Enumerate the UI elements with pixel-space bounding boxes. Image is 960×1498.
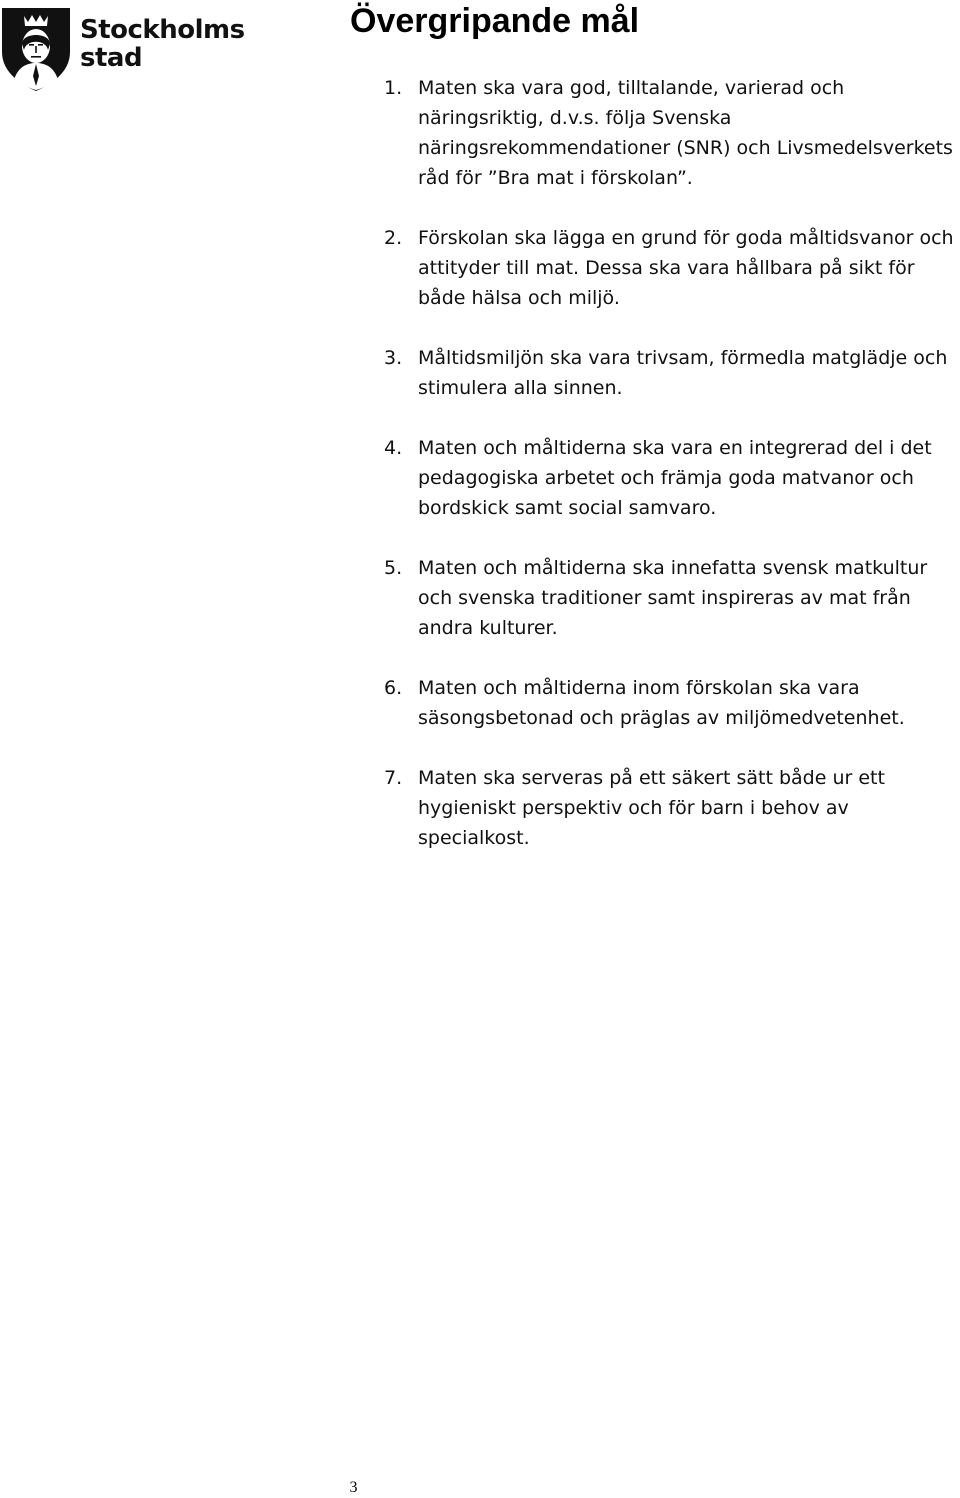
logo-wordmark [80,16,245,72]
page-title: Övergripande mål [350,2,640,40]
stockholms-stad-logo [0,6,250,94]
logo-line-2: stad [80,43,143,73]
goal-item-1 [384,73,958,193]
goal-text: Maten ska vara god, tilltalande, varierad och näringsriktig, d.v.s. följa Svenska näringsrekommendationer (SNR) och Livsmedelsverkets råd för ”Bra mat i förskolan”. [418,77,953,189]
goal-number: 3. [384,347,403,369]
goal-number: 5. [384,557,403,579]
goal-item-6 [384,673,958,733]
goal-text: Förskolan ska lägga en grund för goda måltidsvanor och attityder till mat. Dessa ska vara hållbara på sikt för både hälsa och miljö. [418,227,954,309]
goal-text: Maten och måltiderna ska vara en integrerad del i det pedagogiska arbetet och främja goda matvanor och bordskick samt social samvaro. [418,437,932,519]
goal-text: Maten och måltiderna inom förskolan ska vara säsongsbetonad och präglas av miljömedvetenhet. [418,677,905,729]
goal-text: Maten och måltiderna ska innefatta svensk matkultur och svenska traditioner samt inspireras av mat från andra kulturer. [418,557,928,639]
goal-item-7 [384,763,958,853]
goal-number: 6. [384,677,403,699]
goal-number: 4. [384,437,403,459]
goal-item-2 [384,223,958,313]
goal-text: Maten ska serveras på ett säkert sätt både ur ett hygieniskt perspektiv och för barn i behov av specialkost. [418,767,885,849]
city-shield-icon [0,6,72,92]
goal-item-3 [384,343,958,403]
goal-text: Måltidsmiljön ska vara trivsam, förmedla matglädje och stimulera alla sinnen. [418,347,948,399]
page-number: 3 [349,1479,358,1496]
goals-list [384,73,958,883]
goal-item-4 [384,433,958,523]
goal-item-5 [384,553,958,643]
goal-number: 7. [384,767,403,789]
logo-line-1: Stockholms [80,15,245,45]
goal-number: 2. [384,227,403,249]
goal-number: 1. [384,77,403,99]
